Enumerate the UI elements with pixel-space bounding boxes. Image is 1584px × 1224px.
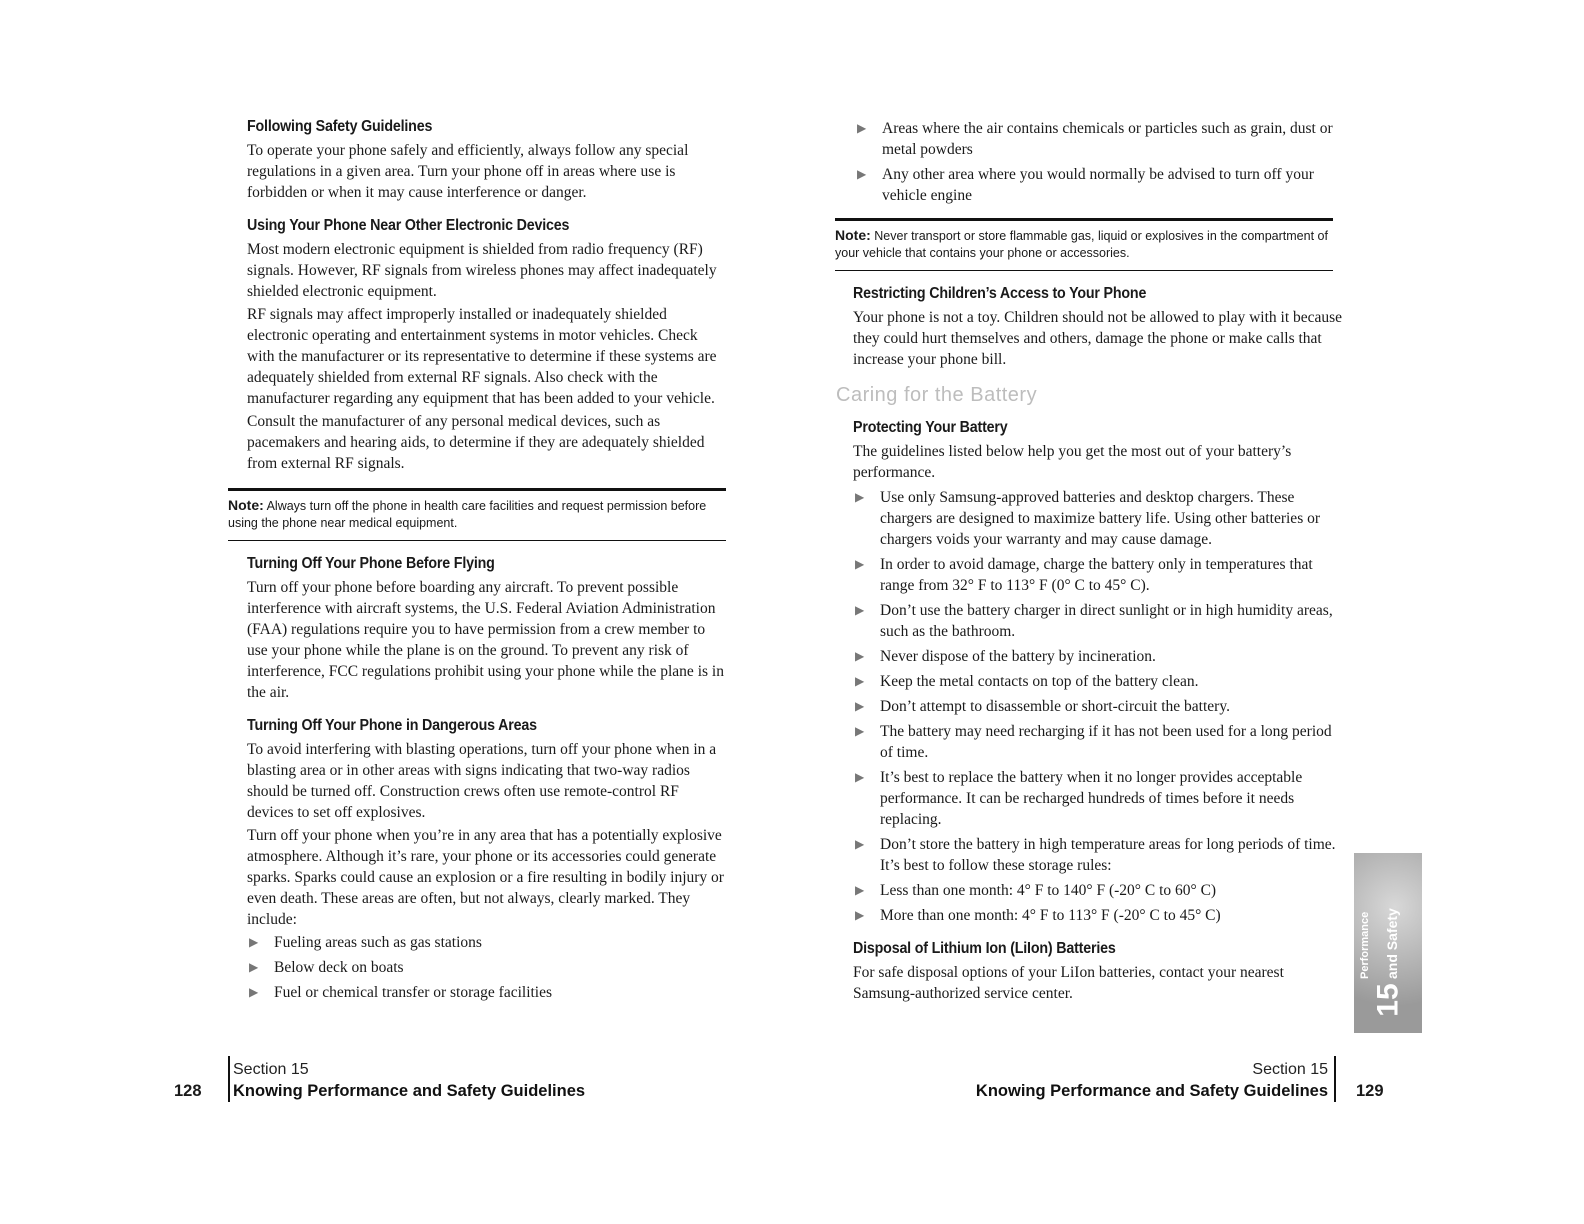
left-footer (233, 1060, 585, 1102)
section-tab (1354, 853, 1422, 1033)
paragraph: For safe disposal options of your LiIon batteries, contact your nearest Samsung-authorized service center. (853, 964, 1284, 1002)
note-box (228, 488, 726, 541)
note-label: Note: (228, 497, 264, 513)
bullet-arrow-icon: ▶ (249, 960, 259, 974)
section-heading: Turning Off Your Phone Before Flying (247, 555, 495, 572)
section-protecting-battery (853, 419, 1343, 926)
paragraph: RF signals may affect improperly installed or inadequately shielded electronic operating and entertainment systems in motor vehicles. Check with the manufacturer or its representative to determine if these systems are adequately shielded from external RF signals. Also check with the manufacturer regarding any equipment that has been added to your vehicle. (247, 306, 717, 407)
section-following-safety (247, 118, 729, 203)
paragraph: Turn off your phone before boarding any aircraft. To prevent possible interference with aircraft systems, the U.S. Federal Aviation Administration (FAA) regulations require you to have permission from a crew member to use your phone while the plane is on the ground. To prevent any risk of interference, FCC regulations prohibit using your phone while the plane is in the air. (247, 579, 724, 701)
footer-section: Section 15 (233, 1061, 309, 1078)
list-item: ▶ Fueling areas such as gas stations (249, 934, 482, 951)
bullet-arrow-icon: ▶ (855, 603, 865, 617)
section-title: Caring for the Battery (836, 384, 1038, 406)
note-text: Always turn off the phone in health care facilities and request permission before using the phone near medical equipment. (228, 499, 707, 530)
list-item: ▶ More than one month: 4° F to 113° F (-20° C to 45° C) (855, 907, 1221, 924)
list-item: ▶ The battery may need recharging if it has not been used for a long period of time. (855, 723, 1332, 761)
left-page-column (228, 118, 729, 1017)
section-dangerous-areas (247, 717, 729, 1003)
note-box (835, 218, 1333, 271)
list-item: ▶ Don’t store the battery in high temperature areas for long periods of time. It’s best to follow these storage rules: (855, 836, 1336, 874)
section-disposal (853, 940, 1343, 1004)
paragraph: To operate your phone safely and efficiently, always follow any special regulations in a given area. Turn your phone off in areas where use is forbidden or when it may cause interference or danger. (247, 142, 689, 201)
footer-title: Knowing Performance and Safety Guidelines (975, 1082, 1328, 1100)
page-number: 129 (1356, 1082, 1384, 1100)
right-page-column (835, 118, 1343, 1018)
footer-divider (1334, 1056, 1336, 1102)
list-item: ▶ Less than one month: 4° F to 140° F (-20° C to 60° C) (855, 882, 1217, 899)
bullet-arrow-icon: ▶ (855, 883, 865, 897)
list-item: ▶ Don’t use the battery charger in direct sunlight or in high humidity areas, such as the bathroom. (855, 602, 1333, 640)
section-heading: Using Your Phone Near Other Electronic Devices (247, 217, 570, 234)
paragraph: The guidelines listed below help you get the most out of your battery’s performance. (853, 443, 1292, 481)
page-number: 128 (174, 1082, 202, 1100)
bullet-arrow-icon: ▶ (855, 674, 865, 688)
tab-section-number: 15 (1371, 983, 1405, 1017)
bullet-arrow-icon: ▶ (855, 837, 865, 851)
section-heading: Disposal of Lithium Ion (LiIon) Batteries (853, 940, 1116, 957)
bullet-arrow-icon: ▶ (855, 908, 865, 922)
list-item: ▶ Use only Samsung-approved batteries and desktop chargers. These chargers are designed to maximize battery life. Using other batteries or chargers voids your warranty and may cause damage. (855, 489, 1321, 548)
list-item: ▶ Never dispose of the battery by incineration. (855, 648, 1156, 665)
list-item: ▶ Below deck on boats (249, 959, 404, 976)
list-item: ▶ Areas where the air contains chemicals or particles such as grain, dust or metal powders (857, 120, 1333, 158)
section-heading: Restricting Children’s Access to Your Phone (853, 285, 1147, 302)
paragraph: Your phone is not a toy. Children should not be allowed to play with it because they could hurt themselves and others, damage the phone or make calls that increase your phone bill. (853, 309, 1343, 368)
footer-section: Section 15 (1252, 1061, 1328, 1078)
note-label: Note: (835, 227, 871, 243)
right-footer (976, 1060, 1328, 1102)
bullet-arrow-icon: ▶ (855, 770, 865, 784)
section-electronic-devices (247, 217, 729, 474)
bullet-arrow-icon: ▶ (855, 490, 865, 504)
tab-label-line1: Performance (1359, 911, 1371, 979)
paragraph: Most modern electronic equipment is shielded from radio frequency (RF) signals. However, RF signals from wireless phones may affect inadequately shielded electronic equipment. (247, 241, 717, 300)
bullet-arrow-icon: ▶ (855, 649, 865, 663)
section-before-flying (247, 555, 729, 703)
list-item: ▶ Don’t attempt to disassemble or short-circuit the battery. (855, 698, 1230, 715)
list-item: ▶ It’s best to replace the battery when it no longer provides acceptable performance. It can be recharged hundreds of times before it needs replacing. (855, 769, 1303, 828)
bullet-arrow-icon: ▶ (857, 167, 867, 181)
section-heading: Turning Off Your Phone in Dangerous Areas (247, 717, 537, 734)
bullet-arrow-icon: ▶ (855, 699, 865, 713)
bullet-arrow-icon: ▶ (857, 121, 867, 135)
bullet-arrow-icon: ▶ (855, 557, 865, 571)
list-item: ▶ Keep the metal contacts on top of the battery clean. (855, 673, 1199, 690)
bullet-arrow-icon: ▶ (249, 985, 259, 999)
list-item: ▶ In order to avoid damage, charge the battery only in temperatures that range from 32° F to 113° F (0° C to 45° C). (855, 556, 1313, 594)
footer-divider (228, 1056, 230, 1102)
bullet-arrow-icon: ▶ (855, 724, 865, 738)
paragraph: Turn off your phone when you’re in any area that has a potentially explosive atmosphere. Although it’s rare, your phone or its accessories could generate sparks. Sparks could cause an explosion or a fire resulting in bodily injury or even death. These areas are often, but not always, clearly marked. They include: (247, 827, 724, 928)
footer-title: Knowing Performance and Safety Guidelines (233, 1082, 586, 1100)
note-text: Never transport or store flammable gas, liquid or explosives in the compartment of your vehicle that contains your phone or accessories. (835, 229, 1328, 260)
bullet-arrow-icon: ▶ (249, 935, 259, 949)
bullet-list (855, 118, 1343, 206)
paragraph: Consult the manufacturer of any personal medical devices, such as pacemakers and hearing aids, to determine if they are adequately shielded from external RF signals. (247, 413, 705, 472)
bullet-list (247, 932, 729, 1003)
tab-label-line2: and Safety (1384, 908, 1400, 979)
bullet-list (853, 487, 1343, 926)
section-heading: Protecting Your Battery (853, 419, 1008, 436)
section-children-access (853, 285, 1343, 370)
section-heading: Following Safety Guidelines (247, 118, 433, 135)
list-item: ▶ Fuel or chemical transfer or storage facilities (249, 984, 553, 1001)
paragraph: To avoid interfering with blasting operations, turn off your phone when in a blasting area or in other areas with signs indicating that two-way radios should be turned off. Construction crews often use remote-control RF devices to set off explosives. (247, 741, 717, 821)
list-item: ▶ Any other area where you would normally be advised to turn off your vehicle engine (857, 166, 1314, 204)
